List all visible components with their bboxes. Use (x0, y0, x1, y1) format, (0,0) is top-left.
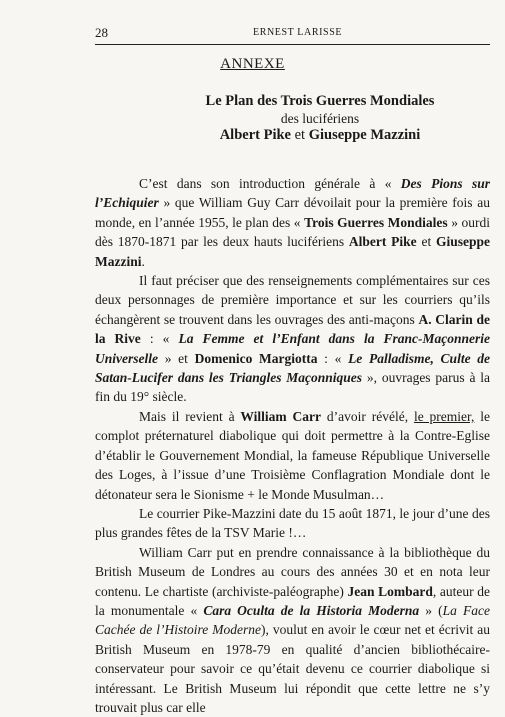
book-title: La Femme et l’Enfant dans la Franc-Maçonnerie Universelle (95, 331, 490, 366)
page-number: 28 (95, 25, 108, 40)
text-run: . (141, 253, 145, 269)
book-title: Le Palladisme, Culte de Satan-Lucifer dans les Triangles Maçonniques (95, 350, 490, 386)
paragraph-1 (95, 174, 490, 271)
text-run: : « (317, 350, 349, 366)
page-header (95, 24, 490, 45)
book-title: Des Pions sur l’Echiquier (95, 176, 490, 211)
text-run: » et (158, 350, 195, 366)
paragraph-5 (95, 543, 490, 717)
person-name: Jean Lombard (347, 583, 433, 599)
book-title: Cara Oculta de la Historia Moderna (203, 602, 420, 618)
person-name: Giuseppe Mazzini (95, 234, 490, 269)
author-conjunction: et (290, 127, 309, 143)
document-authors (60, 126, 505, 144)
paragraph-3 (95, 407, 490, 504)
text-run: Mais il revient à (139, 408, 241, 424)
document-subtitle: des lucifériens (280, 111, 360, 126)
text-run: » ( (419, 602, 443, 618)
person-name: William Carr (240, 408, 322, 424)
body-text (95, 174, 490, 717)
text-run: ), voulut en avoir le cœur net et écrivit au British Museum en 1978-79 en qualité d’ancien bibliothécaire-conservateur pour savoir ce qu’était devenu ce courrier diabolique si intéressant. Le British Museum lui répondit que cette lettre ne s’y trouvait plus car elle (95, 622, 490, 715)
text-run: Le courrier Pike-Mazzini date du 15 août 1871, le jour d’une des plus grandes fêtes de la TSV Marie !… (95, 505, 490, 541)
text-run: le complot préternaturel diabolique qui doit permettre à la Contre-Eglise d’établir le Gouvernement Mondial, la fameuse République Universelle des Loges, à l’issue d’une Troisième Conflagration Mondiale dont le détonateur sera le Sionisme + le Monde Musulman… (95, 408, 490, 502)
document-title: Le Plan des Trois Guerres Mondiales (205, 93, 435, 109)
person-name: A. Clarin de la Rive (95, 311, 491, 347)
text-run: d’avoir révélé, (321, 408, 414, 424)
text-run: » que William Guy Carr dévoilait pour la première fois au monde, en l’année 1955, le plan des « (95, 195, 490, 230)
paragraph-4 (95, 504, 490, 543)
plan-name: Trois Guerres Mondiales (304, 214, 448, 230)
annexe-heading: ANNEXE (220, 56, 285, 72)
text-run: », ouvrages parus à la fin du 19° siècle. (95, 370, 490, 405)
text-run: » ourdi dès 1870-1871 par les deux hauts lucifériens (95, 214, 490, 250)
person-name: Albert Pike (348, 234, 417, 250)
author-pike: Albert Pike (219, 127, 291, 143)
paragraph-2 (95, 271, 490, 407)
text-run: et (416, 234, 436, 250)
underlined-text: le premier, (413, 408, 475, 424)
book-title-translation: La Face Cachée de l’Histoire Moderne (95, 602, 490, 638)
text-run: William Carr put en prendre connaissance à la bibliothèque du British Museum de Londres au cours des années 30 et en nota leur contenu. Le chartiste (archiviste-paléographe) (95, 544, 490, 599)
running-head: ERNEST LARISSE (253, 27, 343, 38)
text-run: Il faut préciser que des renseignements complémentaires sur ces deux personnages de première importance et sur les courriers qu’ils échangèrent se trouvent dans les ouvrages des anti-maçons (95, 273, 490, 327)
text-run: C’est dans son introduction générale à « (139, 176, 401, 191)
person-name: Domenico Margiotta (194, 350, 318, 366)
text-run: : « (140, 331, 179, 347)
text-run: , auteur de la monumentale « (95, 583, 490, 618)
author-mazzini: Giuseppe Mazzini (308, 127, 421, 143)
